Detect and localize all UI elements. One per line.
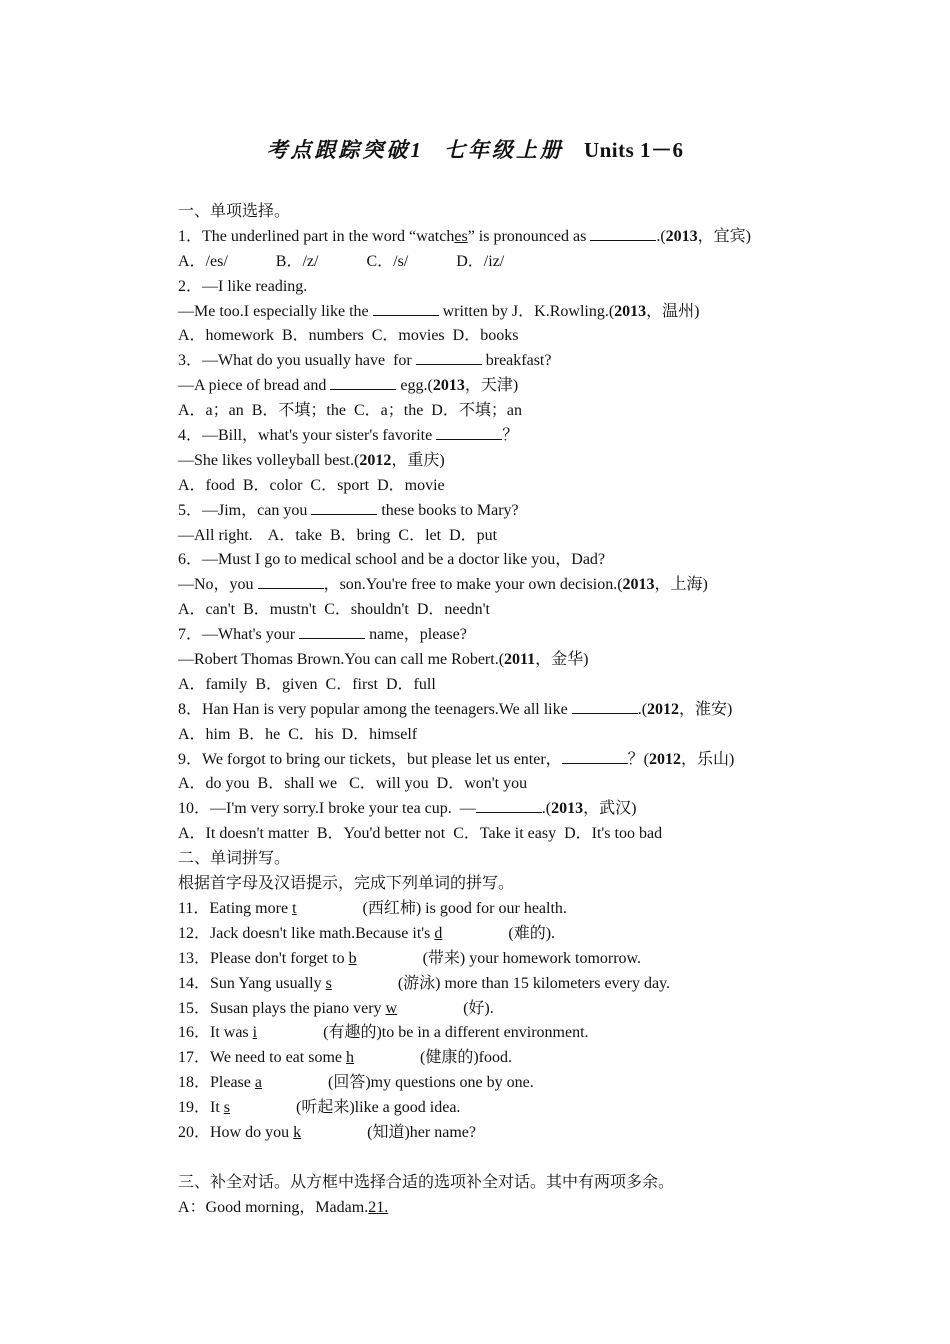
q10-text-b: .( (541, 800, 552, 818)
spelling-hint: (难的). (508, 924, 556, 942)
spelling-item (178, 1096, 818, 1121)
initial-letter: s (223, 1099, 231, 1117)
q8-year: 2012 (647, 700, 680, 718)
option-d[interactable]: D．/iz/ (456, 252, 505, 270)
q9-source: ，乐山) (681, 750, 735, 768)
q3-text-c: —A piece of bread and (178, 377, 331, 395)
answer-blank[interactable] (416, 350, 482, 365)
title-units: Units 1－6 (583, 138, 684, 162)
spelling-answer-blank[interactable] (255, 1074, 328, 1091)
question-4-options: A．food B．color C．sport D．movie (178, 476, 445, 494)
answer-blank[interactable] (436, 425, 502, 440)
q7-source: ，金华) (535, 651, 589, 669)
section-heading-two: 二、单词拼写。 (178, 850, 291, 868)
q1-year: 2013 (665, 227, 698, 245)
question-2: 2．—I like reading. (178, 277, 308, 295)
q1-underlined: es (454, 227, 468, 245)
spelling-answer-blank[interactable] (434, 925, 508, 942)
question-8-options: A．him B．he C．his D．himself (178, 725, 418, 743)
q8-text-a: 8．Han Han is very popular among the teenagers.We all like (178, 700, 572, 718)
q1-source: ，宜宾) (697, 227, 751, 245)
q10-source: ，武汉) (583, 800, 637, 818)
q2-text-b: written by J．K.Rowling.( (438, 302, 615, 320)
q2-text-a: —Me too.I especially like the (178, 302, 373, 320)
spelling-item (178, 1046, 818, 1071)
option-a[interactable]: A．/es/ (178, 252, 228, 270)
initial-letter: b (348, 949, 357, 967)
question-2-line2 (178, 300, 818, 325)
title-grade: 七年级上册 (443, 138, 564, 162)
spelling-answer-blank[interactable] (349, 950, 423, 967)
spelling-answer-blank[interactable] (253, 1024, 323, 1041)
q7-text-b: name，please? (365, 626, 467, 644)
q9-year: 2012 (649, 750, 682, 768)
question-10-options: A．It doesn't matter B．You'd better not C．Take it easy D．It's too bad (178, 825, 663, 843)
q1-text-b: ” is pronounced as (467, 227, 591, 245)
exercise-content (178, 200, 818, 1221)
answer-blank[interactable] (330, 375, 396, 390)
spelling-text: 16．It was (178, 1024, 253, 1042)
q6-source: ，上海) (654, 576, 708, 594)
initial-letter: s (325, 974, 332, 992)
question-4-line2 (178, 449, 818, 474)
question-2-options: A．homework B．numbers C．movies D．books (178, 327, 519, 345)
dialog-number: 21. (368, 1198, 389, 1216)
dialog-answer-blank[interactable] (368, 1199, 454, 1216)
q2-source: ，温州) (646, 302, 700, 320)
question-3-line2 (178, 374, 818, 399)
q4-text-b: ？ (502, 427, 519, 445)
initial-letter: i (252, 1024, 258, 1042)
spelling-answer-blank[interactable] (292, 900, 362, 917)
spelling-item (178, 1071, 818, 1096)
spelling-text: 15．Susan plays the piano very (178, 999, 386, 1017)
section-heading-three: 三、补全对话。从方框中选择合适的选项补全对话。其中有两项多余。 (178, 1173, 675, 1191)
q1-text-a: 1．The underlined part in the word “watch (178, 227, 455, 245)
question-3 (178, 349, 818, 374)
question-8 (178, 698, 818, 723)
spelling-hint: (知道)her name? (367, 1123, 476, 1141)
initial-letter: h (346, 1049, 354, 1067)
answer-blank[interactable] (311, 500, 377, 515)
spelling-answer-blank[interactable] (224, 1099, 296, 1116)
question-1 (178, 225, 818, 250)
question-6: 6．—Must I go to medical school and be a doctor like you，Dad? (178, 551, 606, 569)
q4-text-a: 4．—Bill，what's your sister's favorite (178, 427, 437, 445)
page-title (0, 134, 950, 164)
q7-text-a: 7．—What's your (178, 626, 300, 644)
spelling-text: 14．Sun Yang usually (178, 974, 326, 992)
dialog-text: A：Good morning，Madam. (178, 1198, 369, 1216)
question-9 (178, 748, 818, 773)
spelling-item (178, 897, 818, 922)
q10-text-a: 10．—I'm very sorry.I broke your tea cup. — (178, 800, 476, 818)
q6-text-a: —No，you (178, 576, 258, 594)
question-10 (178, 797, 818, 822)
spelling-text: 18．Please (178, 1074, 255, 1092)
question-6-options: A．can't B．mustn't C．shouldn't D．needn't (178, 601, 490, 619)
q8-text-b: .( (637, 700, 648, 718)
spelling-item (178, 947, 818, 972)
spelling-answer-blank[interactable] (326, 975, 398, 992)
spelling-text: 13．Please don't forget to (178, 949, 349, 967)
q9-text-a: 9．We forgot to bring our tickets，but please let us enter， (178, 750, 562, 768)
answer-blank[interactable] (572, 699, 638, 714)
option-c[interactable]: C．/s/ (366, 252, 409, 270)
spelling-answer-blank[interactable] (293, 1124, 367, 1141)
spelling-item (178, 972, 818, 997)
initial-letter: w (385, 999, 398, 1017)
q3-source: ，天津) (464, 377, 519, 395)
q6-text-b: ，son.You're free to make your own decision.( (323, 576, 623, 594)
q9-text-b: ？( (627, 750, 650, 768)
section-heading-one: 一、单项选择。 (178, 203, 291, 220)
option-b[interactable]: B．/z/ (275, 252, 319, 270)
answer-blank[interactable] (476, 798, 542, 813)
answer-blank[interactable] (258, 574, 324, 589)
initial-letter: k (293, 1123, 302, 1141)
dialog-line-a (178, 1196, 818, 1221)
spelling-item (178, 922, 818, 947)
q7-year: 2011 (504, 651, 536, 669)
spelling-item (178, 1121, 818, 1146)
question-4 (178, 424, 818, 449)
q6-year: 2013 (622, 576, 655, 594)
spelling-text: 19．It (178, 1099, 224, 1117)
spelling-hint: (带来) your homework tomorrow. (422, 949, 642, 967)
question-1-options (178, 250, 818, 275)
q4-source: ，重庆) (391, 451, 445, 469)
spacer (178, 1146, 818, 1171)
q8-source: ，淮安) (679, 700, 733, 718)
spelling-text: 20．How do you (178, 1123, 294, 1141)
spelling-hint: (回答)my questions one by one. (328, 1074, 534, 1092)
spelling-item (178, 1021, 818, 1046)
question-9-options: A．do you B．shall we C．will you D．won't you (178, 775, 528, 793)
question-7-options: A．family B．given C．first D．full (178, 675, 436, 693)
q3-text-d: egg.( (396, 377, 433, 395)
question-5-options: —All right. A．take B．bring C．let D．put (178, 526, 498, 544)
initial-letter: a (254, 1074, 262, 1092)
spelling-answer-blank[interactable] (386, 1000, 464, 1017)
spelling-hint: (游泳) more than 15 kilometers every day. (397, 974, 671, 992)
spelling-hint: (有趣的)to be in a different environment. (323, 1024, 589, 1042)
spelling-text: 17．We need to eat some (178, 1049, 346, 1067)
q2-year: 2013 (614, 302, 647, 320)
q4-year: 2012 (359, 451, 392, 469)
spelling-text: 12．Jack doesn't like math.Because it's (178, 924, 435, 942)
q3-year: 2013 (432, 377, 465, 395)
q3-text-b: breakfast? (481, 352, 552, 370)
q10-year: 2013 (551, 800, 584, 818)
q5-text-a: 5．—Jim，can you (178, 501, 312, 519)
question-3-options: A．a；an B．不填；the C．a；the D．不填；an (178, 402, 522, 420)
question-5 (178, 499, 818, 524)
q3-text-a: 3．—What do you usually have for (178, 352, 416, 370)
question-6-line2 (178, 573, 818, 598)
spelling-hint: (好). (463, 999, 494, 1017)
spelling-hint: (健康的)food. (420, 1049, 512, 1067)
answer-blank[interactable] (590, 226, 656, 241)
answer-blank[interactable] (562, 749, 628, 764)
spelling-hint: (听起来)like a good idea. (296, 1099, 461, 1117)
answer-blank[interactable] (373, 301, 439, 316)
spelling-answer-blank[interactable] (346, 1049, 420, 1066)
q4-text-c: —She likes volleyball best.( (178, 451, 360, 469)
q7-text-c: —Robert Thomas Brown.You can call me Robert.( (178, 651, 505, 669)
q1-text-c: .( (656, 227, 666, 245)
question-7-line2 (178, 648, 818, 673)
initial-letter: d (434, 924, 443, 942)
question-7 (178, 623, 818, 648)
section-two-instructions: 根据首字母及汉语提示，完成下列单词的拼写。 (178, 875, 515, 893)
spelling-text: 11．Eating more (178, 899, 293, 917)
answer-blank[interactable] (299, 624, 365, 639)
spelling-list (178, 897, 818, 1146)
spelling-item (178, 997, 818, 1022)
title-cn: 考点跟踪突破1 (266, 138, 424, 162)
initial-letter: t (292, 899, 297, 917)
q5-text-b: these books to Mary? (377, 501, 519, 519)
spelling-hint: (西红柿) is good for our health. (362, 899, 567, 917)
